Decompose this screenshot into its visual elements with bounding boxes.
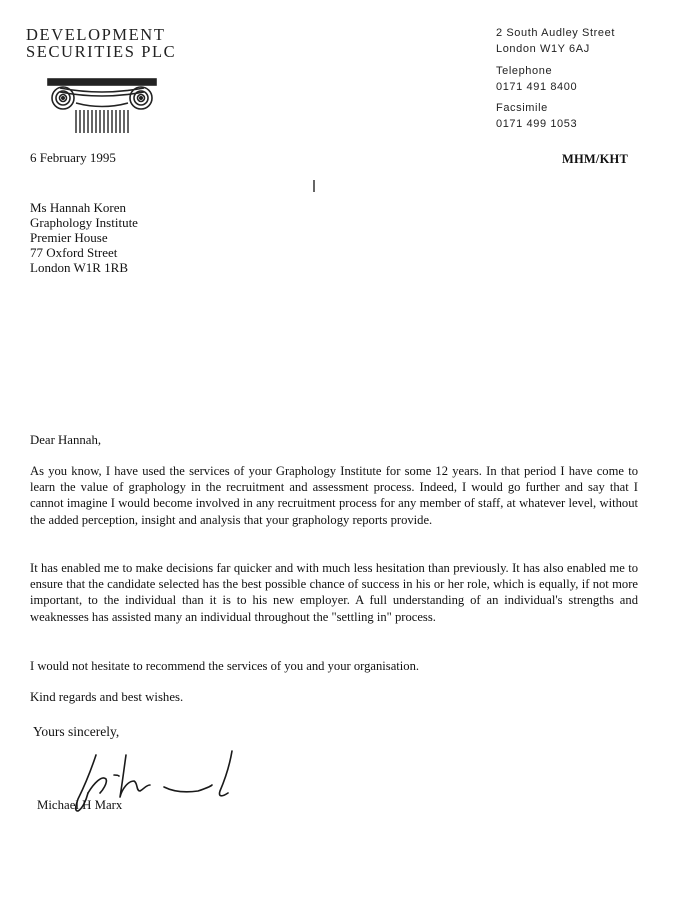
body-paragraph-3: I would not hesitate to recommend the services of you and your organisation. — [30, 659, 420, 673]
regards-line: Kind regards and best wishes. — [30, 690, 184, 704]
reference-code: MHM/KHT — [562, 152, 628, 166]
telephone-label: Telephone — [496, 65, 553, 77]
facsimile-number: 0171 499 1053 — [496, 117, 578, 130]
scan-speck — [313, 180, 315, 192]
telephone-number: 0171 491 8400 — [496, 80, 578, 93]
column-capital-logo-icon — [46, 76, 158, 134]
company-address — [496, 26, 615, 132]
address-city: London W1Y 6AJ — [496, 42, 590, 55]
facsimile-label: Facsimile — [496, 102, 548, 114]
recipient-address — [30, 200, 138, 275]
recipient-street: 77 Oxford Street — [30, 245, 118, 260]
signatory-name: Michael H Marx — [37, 798, 123, 812]
company-name-line2: SECURITIES PLC — [26, 42, 177, 61]
body-paragraph-1: As you know, I have used the services of your Graphology Institute for some 12 years. In that period I have come to learn the value of graphology in the recruitment and assessment process. Indeed, I would go further and say that I cannot imagine I would become involved in any recruitment process for any member of staff, at whatever level, without the added perception, insight and analysis that your graphology reports provide. — [30, 464, 638, 527]
body-paragraph-2: It has enabled me to make decisions far quicker and with much less hesitation than previously. It has also enabled me to ensure that the candidate selected has the best possible chance of success in his or her role, which is equally, if not more important, to the individual than it is to his new employer. A full understanding of an individual's strengths and weaknesses has assisted many an individual throughout the "settling in" process. — [30, 561, 638, 624]
salutation: Dear Hannah, — [30, 433, 102, 447]
recipient-organisation: Graphology Institute — [30, 215, 138, 230]
address-street: 2 South Audley Street — [496, 27, 616, 39]
recipient-city-postcode: London W1R 1RB — [30, 260, 128, 275]
recipient-building: Premier House — [30, 230, 108, 245]
company-name-line1: DEVELOPMENT — [26, 25, 166, 44]
letter-date: 6 February 1995 — [30, 150, 116, 165]
closing-line: Yours sincerely, — [33, 724, 120, 739]
recipient-name: Ms Hannah Koren — [30, 200, 127, 215]
